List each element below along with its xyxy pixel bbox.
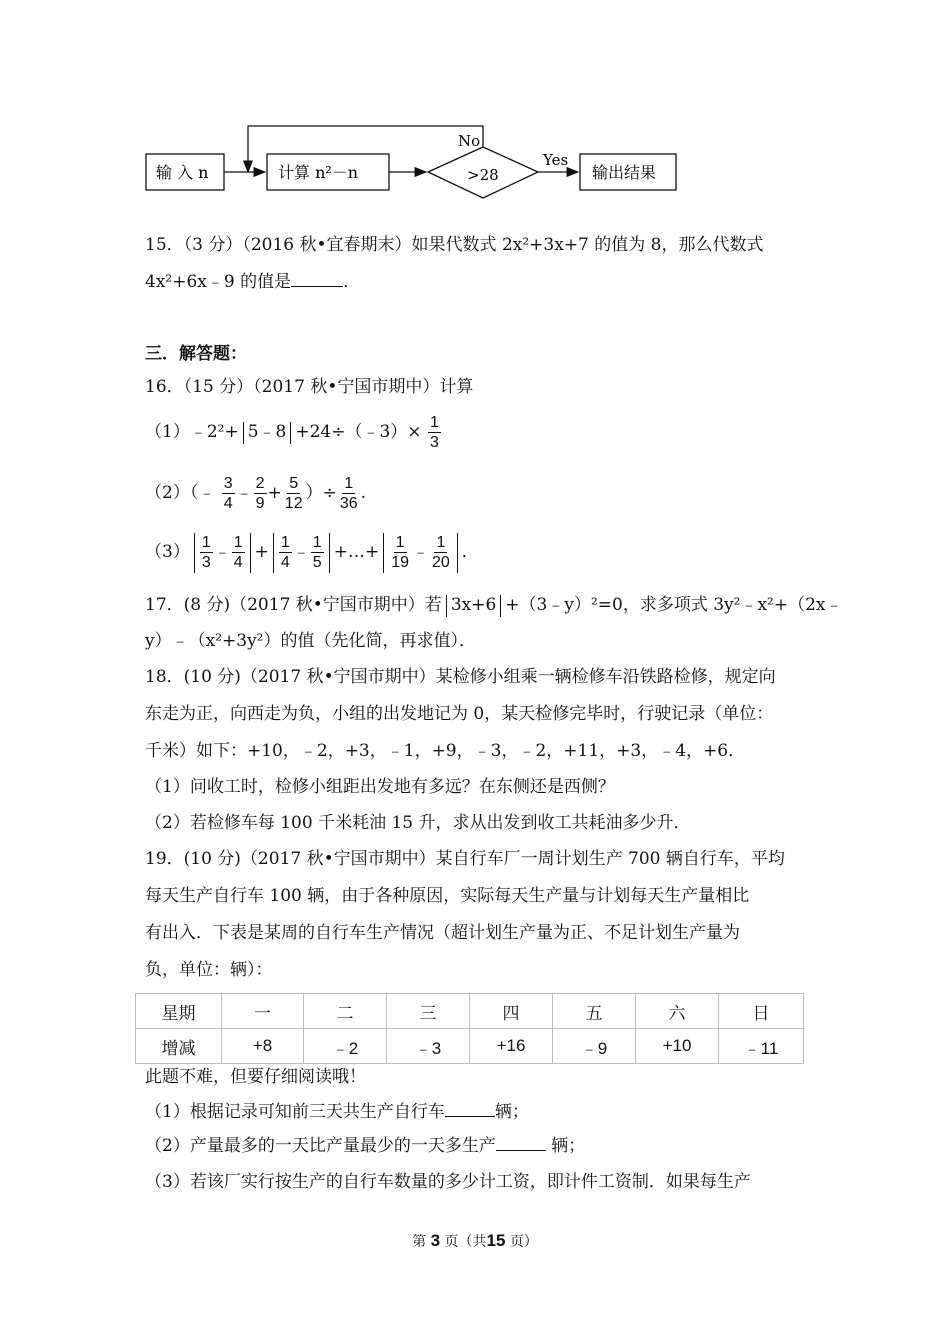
- q19-note: 此题不难，但要仔细阅读哦！: [145, 1067, 366, 1087]
- q19-line-2: 每天生产自行车 100 辆，由于各种原因，实际每天生产量与计划每天生产量相比: [145, 886, 750, 906]
- abs-bar: [250, 533, 251, 573]
- q19-sub-2-a: （2）产量最多的一天比产量最少的一天多生产: [145, 1136, 496, 1156]
- footer-suffix: 页）: [509, 1234, 538, 1250]
- q16-part-1: [145, 412, 442, 452]
- q17-line-1-b: 3x+6: [450, 595, 497, 615]
- table-cell: 增减: [136, 1029, 222, 1064]
- flow-compute-label: 计算 n²－n: [278, 163, 359, 182]
- q16-p3-fraction-5: $\frac{1}{19}$: [391, 534, 409, 571]
- table-cell: 六: [636, 994, 719, 1029]
- flow-output-label: 输出结果: [592, 163, 657, 182]
- flow-yes-label: Yes: [543, 151, 569, 169]
- q16-p3-fraction-4: $\frac{1}{5}$: [312, 534, 322, 571]
- q19-sub-1-a: （1）根据记录可知前三天共生产自行车: [145, 1102, 445, 1122]
- table-cell: 二: [304, 994, 387, 1029]
- q15-line-2-end: ．: [343, 272, 361, 292]
- q19-sub-3: （3）若该厂实行按生产的自行车数量的多少计工资，即计件工资制．如果每生产: [145, 1172, 751, 1192]
- q16-p2-fraction-4: $\frac{1}{36}$: [339, 475, 358, 512]
- q15-answer-blank[interactable]: [291, 272, 343, 287]
- q16-p2-fraction-3: $\frac{5}{12}$: [284, 475, 303, 512]
- q16-p3-fraction-3: $\frac{1}{4}$: [280, 534, 290, 571]
- table-cell: 四: [470, 994, 553, 1029]
- q16-p1-fraction: $\frac{1}{3}$: [429, 414, 439, 451]
- footer-page-number: 3: [430, 1231, 441, 1250]
- q16-p3-dots: +…+: [333, 542, 380, 562]
- q16-p1-a: （1）﹣2²+: [145, 422, 239, 442]
- abs-bar: [500, 595, 501, 617]
- abs-bar: [273, 533, 274, 573]
- flow-no-label: No: [458, 132, 481, 150]
- table-cell: 星期: [136, 994, 222, 1029]
- q16-p3-minus-1: ﹣: [213, 542, 231, 562]
- table-cell: +16: [470, 1029, 553, 1064]
- abs-bar: [446, 595, 447, 617]
- q17-line-1: [145, 593, 843, 617]
- footer-middle: 页（共: [444, 1234, 487, 1250]
- q18-sub-1: （1）问收工时，检修小组距出发地有多远？在东侧还是西侧？: [145, 777, 615, 797]
- q16-p1-b: 5﹣8: [247, 422, 287, 442]
- q19-line-4: 负，单位：辆）：: [145, 960, 273, 980]
- q19-line-1: 19．(10 分)（2017 秋•宁国市期中）某自行车厂一周计划生产 700 辆自行车，平均: [145, 849, 785, 869]
- q16-p3-minus-3: ﹣: [412, 542, 429, 562]
- q16-part-3: [145, 530, 479, 574]
- q15-line-2-text: 4x²+6x﹣9 的值是: [145, 272, 292, 292]
- q18-line-3: 千米）如下：+10，﹣2，+3，﹣1，+9，﹣3，﹣2，+11，+3，﹣4，+6．: [145, 741, 746, 761]
- table-row: [136, 994, 804, 1029]
- section-3-title: 三．解答题：: [145, 344, 247, 364]
- q16-header: 16．（15 分）（2017 秋•宁国市期中）计算: [145, 377, 474, 397]
- table-cell: ﹣11: [719, 1029, 804, 1064]
- abs-bar: [383, 533, 384, 573]
- abs-bar: [329, 533, 330, 573]
- q18-sub-2: （2）若检修车每 100 千米耗油 15 升，求从出发到收工共耗油多少升．: [145, 813, 691, 833]
- abs-bar: [290, 422, 291, 444]
- table-cell: 三: [387, 994, 470, 1029]
- q17-line-1-c: +（3﹣y）²=0，求多项式 3y²﹣x²+（2x﹣: [505, 595, 843, 615]
- abs-bar: [243, 422, 244, 444]
- table-row: [136, 1029, 804, 1064]
- q16-p2-fraction-1: $\frac{3}{4}$: [223, 475, 233, 512]
- footer-prefix: 第: [412, 1234, 427, 1250]
- footer-total-pages: 15: [486, 1231, 506, 1250]
- production-table: [135, 993, 804, 1064]
- q16-p3-fraction-1: $\frac{1}{3}$: [201, 534, 211, 571]
- q16-p3-fraction-6: $\frac{1}{20}$: [432, 534, 450, 571]
- q15-line-2: [145, 270, 360, 294]
- q19-sub-2-b: 辆；: [545, 1136, 586, 1156]
- q16-p3-end: ．: [461, 542, 479, 562]
- q16-p2-a: （2）（﹣: [145, 483, 216, 503]
- flow-input-label: 输 入 n: [156, 163, 209, 182]
- q18-line-1: 18．(10 分)（2017 秋•宁国市期中）某检修小组乘一辆检修车沿铁路检修，规定向: [145, 667, 776, 687]
- q19-sub-2: [145, 1134, 585, 1158]
- q16-p2-b: ）÷: [305, 483, 337, 503]
- table-cell: ﹣3: [387, 1029, 470, 1064]
- q16-p3-a: （3）: [145, 542, 190, 562]
- q16-p2-op-2: +: [267, 483, 282, 503]
- q19-sub-1-b: 辆；: [494, 1102, 529, 1122]
- table-cell: ﹣9: [553, 1029, 636, 1064]
- q16-p3-minus-2: ﹣: [292, 542, 310, 562]
- q18-line-2: 东走为正，向西走为负，小组的出发地记为 0，某天检修完毕时，行驶记录（单位：: [145, 704, 774, 724]
- table-cell: +10: [636, 1029, 719, 1064]
- q16-p3-plus: +: [254, 542, 269, 562]
- table-cell: 五: [553, 994, 636, 1029]
- abs-bar: [457, 533, 458, 573]
- q15-line-1: 15．（3 分）（2016 秋•宜春期末）如果代数式 2x²+3x+7 的值为 8，那么代数式: [145, 235, 764, 255]
- q16-p3-fraction-2: $\frac{1}{4}$: [233, 534, 243, 571]
- q16-part-2: [145, 472, 366, 514]
- table-cell: 日: [719, 994, 804, 1029]
- table-cell: 一: [222, 994, 304, 1029]
- q19-line-3: 有出入．下表是某周的自行车生产情况（超计划生产量为正、不足计划生产量为: [145, 923, 740, 943]
- abs-bar: [194, 533, 195, 573]
- page-footer: [0, 1231, 950, 1251]
- q19-sub-1: [145, 1100, 529, 1124]
- table-cell: ﹣2: [304, 1029, 387, 1064]
- flowchart: [140, 120, 700, 205]
- q19-answer-blank-1[interactable]: [445, 1102, 495, 1117]
- q16-p2-op-1: ﹣: [235, 483, 253, 503]
- q16-p1-c: +24÷（﹣3）×: [295, 422, 422, 442]
- q17-line-2: y）﹣（x²+3y²）的值（先化简，再求值）．: [145, 631, 476, 651]
- q19-answer-blank-2[interactable]: [496, 1136, 546, 1151]
- table-cell: +8: [222, 1029, 304, 1064]
- q16-p2-end: .: [360, 483, 367, 503]
- flow-condition-label: >28: [467, 166, 499, 184]
- q17-line-1-a: 17．(8 分)（2017 秋•宁国市期中）若: [145, 595, 442, 615]
- q16-p2-fraction-2: $\frac{2}{9}$: [255, 475, 265, 512]
